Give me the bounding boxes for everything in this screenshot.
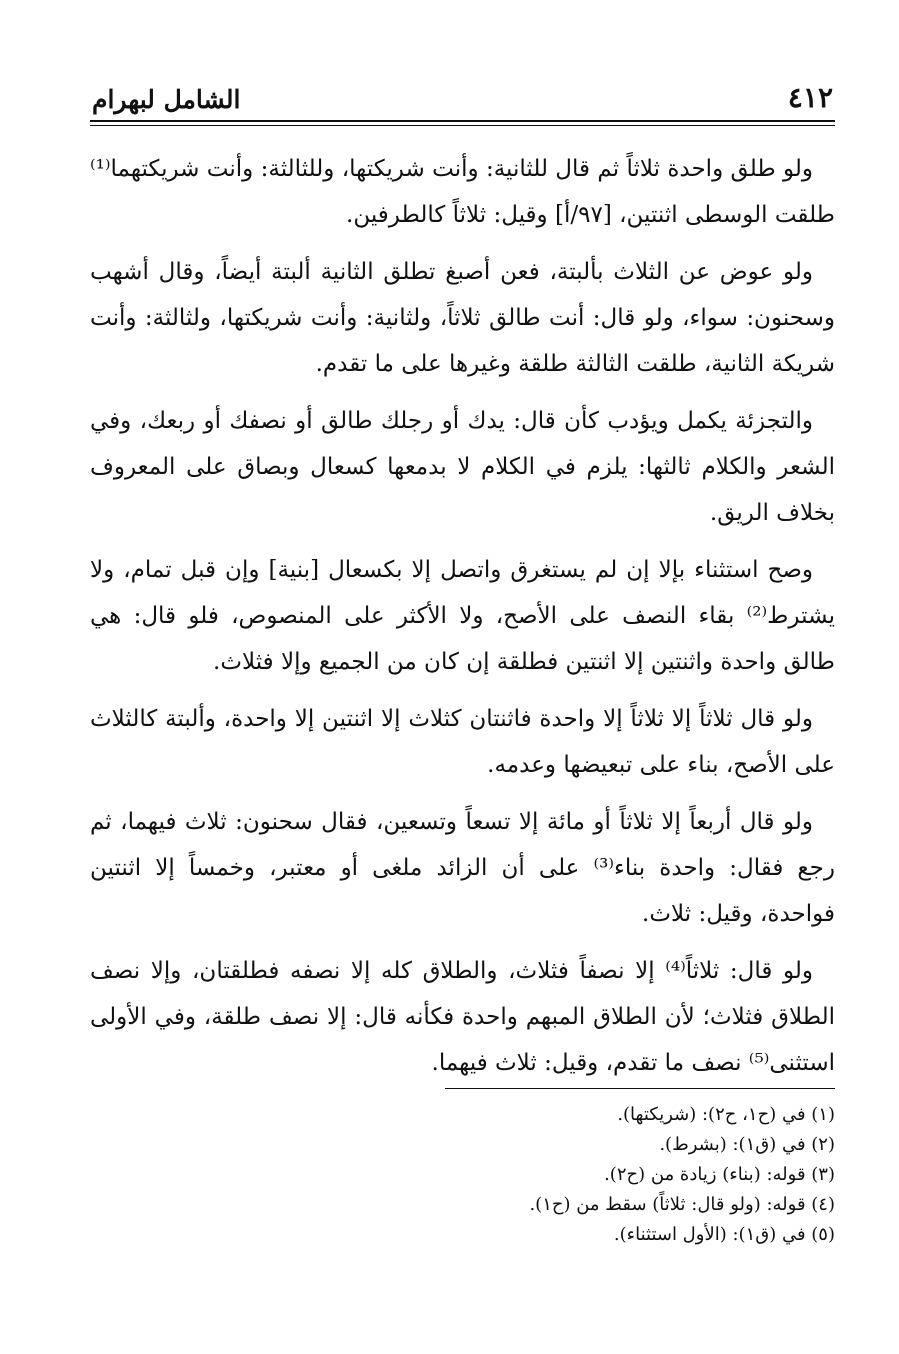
footnote: (٣) قوله: (بناء) زيادة من (ح٢). (604, 1164, 835, 1185)
paragraph: وصح استثناء بإلا إن لم يستغرق واتصل إلا بكسعال [بنية] وإن قبل تمام، ولا يشترط⁽²⁾ بقاء النصف على الأصح، ولا الأكثر على المنصوص، فلو قال: هي طالق واحدة واثنتين إلا اثنتين فطلقة إن كان من الجميع وإلا فثلاث. (90, 557, 835, 675)
page-number: ٤١٢ (787, 81, 833, 114)
paragraph: ولو قال أربعاً إلا ثلاثاً أو مائة إلا تسعاً وتسعين، فقال سحنون: ثلاث فيهما، ثم رجع فقال: واحدة بناء⁽³⁾ على أن الزائد ملغى أو معتبر، وخمساً إلا اثنتين فواحدة، وقيل: ثلاث. (90, 809, 835, 927)
header-rule (90, 120, 835, 122)
footnote: (٤) قوله: (ولو قال: ثلاثاً) سقط من (ح١). (529, 1194, 835, 1215)
page-header (90, 70, 835, 112)
paragraph: ولو طلق واحدة ثلاثاً ثم قال للثانية: وأنت شريكتها، وللثالثة: وأنت شريكتهما⁽¹⁾ طلقت الوسطى اثنتين، [٩٧/أ] وقيل: ثلاثاً كالطرفين. (90, 156, 835, 228)
running-title: الشامل لبهرام (92, 85, 241, 114)
footnote: (١) في (ح١، ح٢): (شريكتها). (617, 1104, 835, 1125)
footnote-rule (445, 1088, 835, 1089)
header-rule-thin (90, 125, 835, 126)
paragraph: ولو عوض عن الثلاث بألبتة، فعن أصبغ تطلق الثانية ألبتة أيضاً، وقال أشهب وسحنون: سواء، ولو قال: أنت طالق ثلاثاً، ولثانية: وأنت شريكتها، ولثالثة: وأنت شريكة الثانية، طلقت الثالثة طلقة وغيرها على ما تقدم. (90, 259, 835, 377)
footnote: (٥) في (ق١): (الأول استثناء). (613, 1224, 835, 1245)
footnotes (135, 1100, 835, 1250)
paragraph: والتجزئة يكمل ويؤدب كأن قال: يدك أو رجلك طالق أو نصفك أو ربعك، وفي الشعر والكلام ثالثها: يلزم في الكلام لا بدمعها كسعال وبصاق على المعروف بخلاف الريق. (90, 408, 835, 526)
paragraph: ولو قال ثلاثاً إلا ثلاثاً إلا واحدة فاثنتان كثلاث إلا اثنتين إلا واحدة، وألبتة كالثلاث على الأصح، بناء على تبعيضها وعدمه. (90, 706, 835, 778)
page (90, 70, 835, 1097)
paragraph: ولو قال: ثلاثاً⁽⁴⁾ إلا نصفاً فثلاث، والطلاق كله إلا نصفه فطلقتان، وإلا نصف الطلاق فثلاث؛ لأن الطلاق المبهم واحدة فكأنه قال: إلا نصف طلقة، وفي الأولى استثنى⁽⁵⁾ نصف ما تقدم، وقيل: ثلاث فيهما. (90, 958, 835, 1076)
body-text (90, 146, 835, 1086)
footnote: (٢) في (ق١): (بشرط). (659, 1134, 835, 1155)
